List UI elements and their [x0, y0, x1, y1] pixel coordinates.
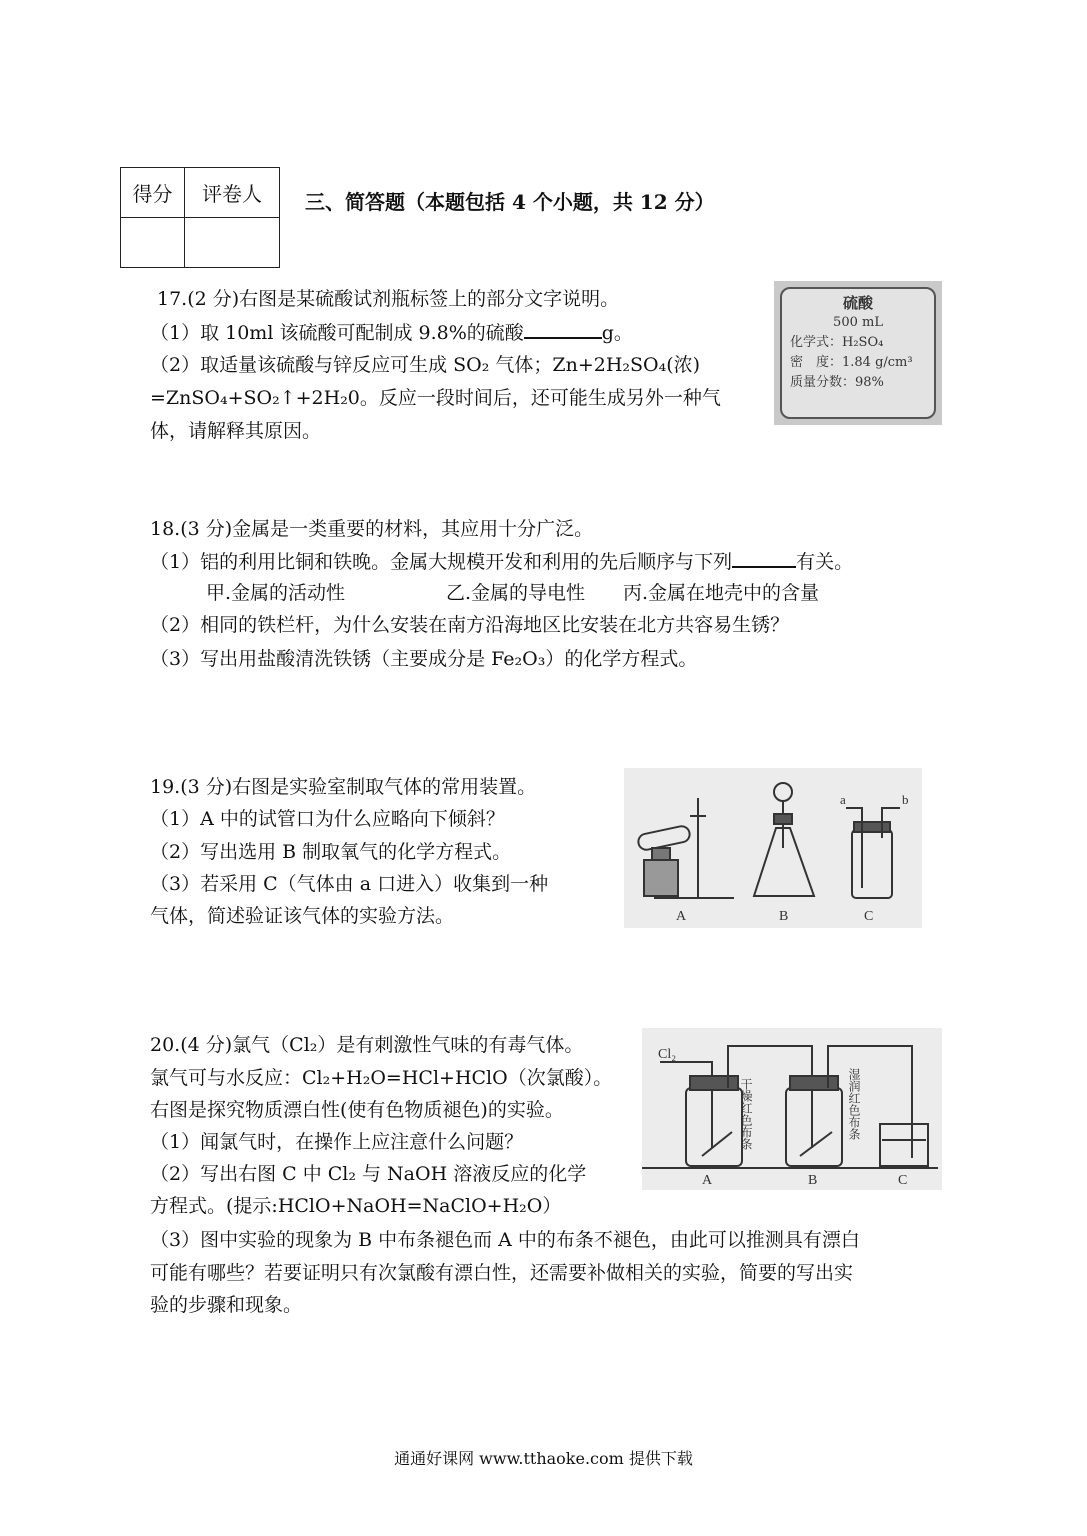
- apparatus-b: [754, 783, 814, 896]
- q20-stem-line3: 右图是探究物质漂白性(使有色物质褪色)的实验。: [150, 1099, 564, 1121]
- bottle-a: [686, 1088, 742, 1166]
- beaker-c: [880, 1124, 928, 1166]
- score-label: 得分: [121, 168, 185, 218]
- q17-part2-line2: =ZnSO₄+SO₂↑+2H₂0。反应一段时间后，还可能生成另外一种气: [150, 387, 721, 409]
- score-table: [120, 167, 280, 268]
- gas-apparatus-drawing: [624, 768, 922, 928]
- score-cell[interactable]: [121, 218, 185, 268]
- page-footer: 通通好课网 www.tthaoke.com 提供下载: [394, 1449, 693, 1468]
- chlorine-apparatus-drawing: [642, 1028, 942, 1190]
- q19-part2: （2）写出选用 B 制取氧气的化学方程式。: [150, 841, 512, 863]
- fig20-cloth-a: 干燥红色布条: [739, 1078, 753, 1150]
- q18-option-2: 乙.金属的导电性: [446, 582, 586, 604]
- sulfuric-acid-label-image: [774, 281, 942, 425]
- q18-answer-blank[interactable]: [732, 548, 796, 568]
- q17-part2-line1: （2）取适量该硫酸与锌反应可生成 SO₂ 气体；Zn+2H₂SO₄(浓): [150, 354, 701, 376]
- q20-part1: （1）闻氯气时，在操作上应注意什么问题？: [150, 1131, 524, 1153]
- fig20-label-c: C: [898, 1173, 908, 1188]
- label-formula: 化学式：H₂SO₄: [790, 335, 884, 350]
- q20-part2-line1: （2）写出右图 C 中 Cl₂ 与 NaOH 溶液反应的化学: [150, 1163, 587, 1185]
- q20-stem-line2: 氯气可与水反应：Cl₂+H₂O=HCl+HClO（次氯酸）。: [150, 1067, 613, 1089]
- q19-stem: 19.(3 分)右图是实验室制取气体的常用装置。: [150, 776, 537, 798]
- gas-apparatus-figure: [624, 768, 922, 928]
- q18-option-3: 丙.金属在地壳中的含量: [623, 582, 820, 604]
- q19-part3-line1: （3）若采用 C（气体由 a 口进入）收集到一种: [150, 873, 549, 895]
- q19-part3-line2: 气体，简述验证该气体的实验方法。: [150, 905, 455, 927]
- label-fraction: 质量分数：98%: [790, 375, 884, 390]
- q20-part2-line2: 方程式。(提示:HClO+NaOH=NaClO+H₂O）: [150, 1195, 562, 1217]
- fig20-label-b: B: [808, 1173, 818, 1188]
- q20-part3-line3: 验的步骤和现象。: [150, 1294, 303, 1316]
- fig19-label-a: A: [676, 909, 687, 924]
- q17-part2-line3: 体，请解释其原因。: [150, 420, 322, 442]
- q19-part1: （1）A 中的试管口为什么应略向下倾斜？: [150, 808, 505, 830]
- bottle-b: [786, 1088, 842, 1166]
- q18-option-1: 甲.金属的活动性: [206, 582, 346, 604]
- fig19-port-a: a: [840, 792, 846, 807]
- section-title: 三、简答题（本题包括 4 个小题，共 12 分）: [305, 190, 715, 214]
- apparatus-a: [637, 798, 734, 898]
- q18-stem: 18.(3 分)金属是一类重要的材料，其应用十分广泛。: [150, 518, 594, 540]
- q17-part1-unit: g。: [601, 322, 633, 344]
- q20-stem-line1: 20.(4 分)氯气（Cl₂）是有刺激性气味的有毒气体。: [150, 1034, 584, 1056]
- q20-part3-line1: （3）图中实验的现象为 B 中布条褪色而 A 中的布条不褪色，由此可以推测具有漂白: [150, 1229, 860, 1251]
- fig20-gas-label: Cl₂: [658, 1047, 677, 1062]
- fig19-label-c: C: [864, 909, 874, 924]
- label-density: 密 度：1.84 g/cm³: [790, 355, 913, 370]
- grader-cell[interactable]: [184, 218, 279, 268]
- q17-stem: 17.(2 分)右图是某硫酸试剂瓶标签上的部分文字说明。: [157, 288, 620, 310]
- label-title: 硫酸: [842, 294, 873, 312]
- q17-part1: [150, 319, 633, 346]
- grader-label: 评卷人: [184, 168, 279, 218]
- chlorine-experiment-figure: [642, 1028, 942, 1190]
- q18-part3: （3）写出用盐酸清洗铁锈（主要成分是 Fe₂O₃）的化学方程式。: [150, 648, 698, 670]
- q18-part1-text: （1）铝的利用比铜和铁晚。金属大规模开发和利用的先后顺序与下列: [150, 551, 733, 573]
- q20-part3-line2: 可能有哪些？若要证明只有次氯酸有漂白性，还需要补做相关的实验，简要的写出实: [150, 1262, 854, 1284]
- apparatus-c: [846, 808, 900, 898]
- fig20-cloth-b: 湿润红色布条: [847, 1068, 861, 1140]
- fig19-label-b: B: [779, 909, 789, 924]
- q18-part1-tail: 有关。: [796, 551, 854, 573]
- q17-part1-text: （1）取 10ml 该硫酸可配制成 9.8%的硫酸: [150, 322, 524, 344]
- q18-part2: （2）相同的铁栏杆，为什么安装在南方沿海地区比安装在北方共容易生锈？: [150, 614, 790, 636]
- fig19-port-b: b: [902, 792, 909, 807]
- label-volume: 500 mL: [833, 315, 883, 330]
- q17-answer-blank[interactable]: [524, 319, 602, 339]
- fig20-label-a: A: [702, 1173, 713, 1188]
- q18-part1: [150, 548, 853, 575]
